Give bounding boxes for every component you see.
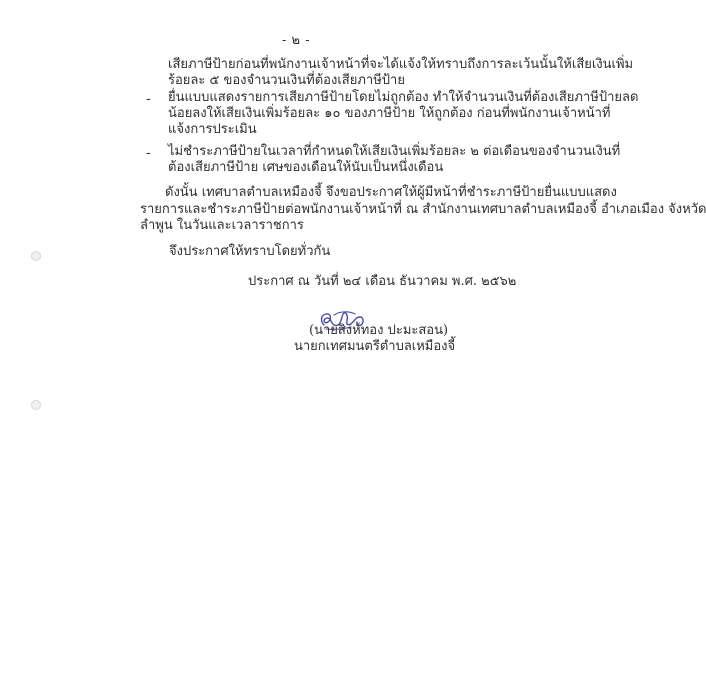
page-number: - ๒ - bbox=[282, 33, 311, 48]
item-1-line-1: น้อยลงให้เสียเงินเพิ่มร้อยละ ๑๐ ของภาษีป้าย ให้ถูกต้อง ก่อนที่พนักงานเจ้าหน้าที่ bbox=[168, 106, 611, 121]
item-2-dash: - bbox=[146, 145, 151, 161]
punch-hole bbox=[31, 251, 41, 261]
date-line: ประกาศ ณ วันที่ ๒๔ เดือน ธันวาคม พ.ศ. ๒๕๖๒ bbox=[248, 274, 517, 289]
punch-hole bbox=[31, 400, 41, 410]
item-1-dash: - bbox=[146, 91, 151, 107]
item-1-line-0: ยื่นแบบแสดงรายการเสียภาษีป้ายโดยไม่ถูกต้อง ทำให้จำนวนเงินที่ต้องเสียภาษีป้ายลด bbox=[168, 90, 639, 105]
item-2-line-1: ต้องเสียภาษีป้าย เศษของเดือนให้นับเป็นหนึ่งเดือน bbox=[168, 160, 444, 175]
paragraph-line-2: ลำพูน ในวันและเวลาราชการ bbox=[140, 218, 304, 233]
item-2-line-0: ไม่ชำระภาษีป้ายในเวลาที่กำหนดให้เสียเงินเพิ่มร้อยละ ๒ ต่อเดือนของจำนวนเงินที่ bbox=[168, 144, 621, 159]
signer-title: นายกเทศมนตรีตำบลเหมืองจี้ bbox=[294, 339, 456, 354]
item-1-line-2: แจ้งการประเมิน bbox=[168, 122, 257, 137]
paragraph-line-0: ดังนั้น เทศบาลตำบลเหมืองจี้ จึงขอประกาศให้ผู้มีหน้าที่ชำระภาษีป้ายยื่นแบบแสดง bbox=[165, 185, 617, 200]
item-0-line-0: เสียภาษีป้ายก่อนที่พนักงานเจ้าหน้าที่จะได้แจ้งให้ทราบถึงการละเว้นนั้นให้เสียเงินเพิ่ม bbox=[168, 57, 634, 72]
item-0-line-1: ร้อยละ ๕ ของจำนวนเงินที่ต้องเสียภาษีป้าย bbox=[168, 73, 405, 88]
paragraph-line-1: รายการและชำระภาษีป้ายต่อพนักงานเจ้าหน้าที่ ณ สำนักงานเทศบาลตำบลเหมืองจี้ อำเภอเมือง จังหวัด bbox=[140, 202, 706, 217]
signer-name: (นายสิงห์ทอง ปะมะสอน) bbox=[309, 323, 449, 338]
announcement: จึงประกาศให้ทราบโดยทั่วกัน bbox=[169, 244, 331, 259]
